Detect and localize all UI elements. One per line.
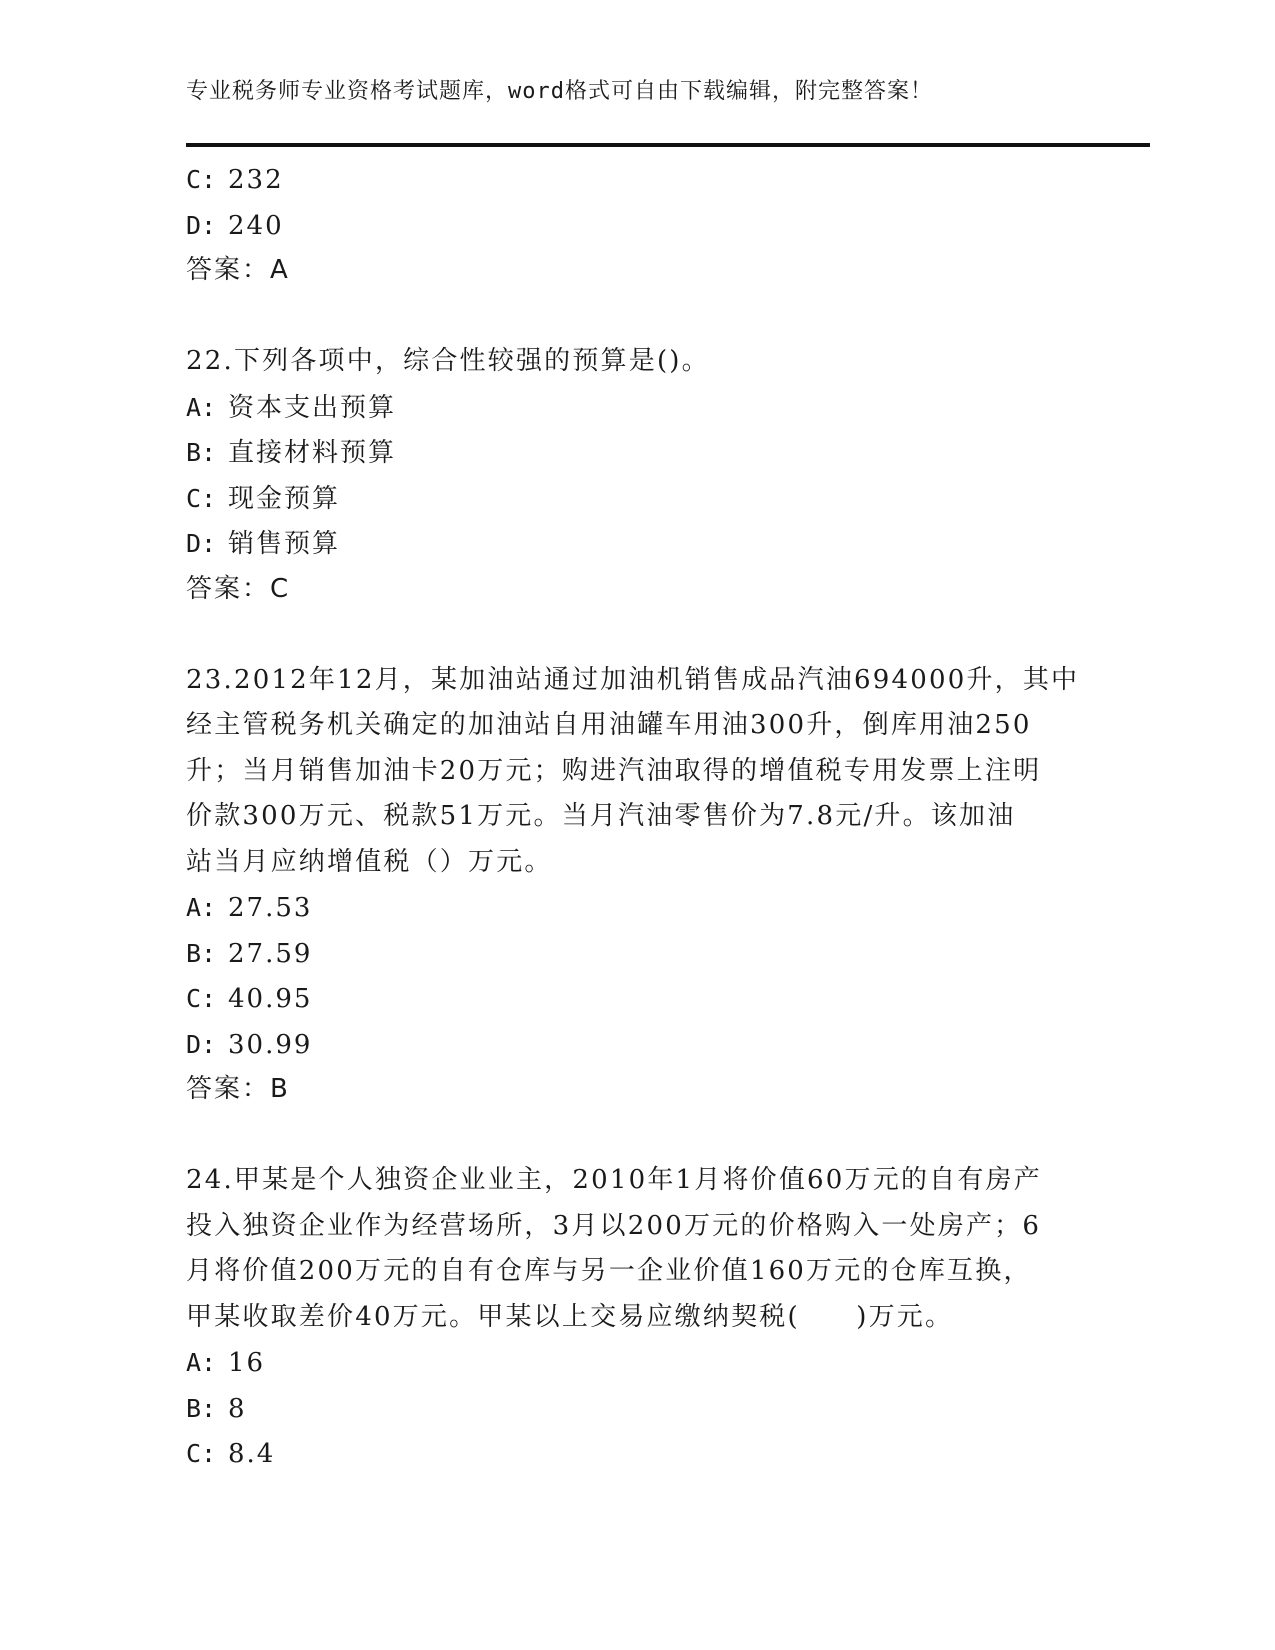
option-c <box>186 976 1086 1022</box>
option-key: B: <box>186 938 217 968</box>
option-c <box>186 476 1086 522</box>
option-text: 现金预算 <box>228 483 341 514</box>
stem-line: 投入独资企业作为经营场所，3月以200万元的价格购入一处房产；6 <box>186 1210 1042 1241</box>
option-text: 8 <box>228 1393 247 1424</box>
stem-line: 站当月应纳增值税（）万元。 <box>186 846 553 877</box>
question-stem <box>186 339 1066 385</box>
option-key: C: <box>186 984 217 1013</box>
option-key: A: <box>186 893 217 922</box>
option-a <box>186 1340 1086 1386</box>
option-text: 232 <box>228 165 284 195</box>
option-text: 16 <box>228 1348 266 1378</box>
option-b <box>186 430 1086 476</box>
option-d <box>186 203 1086 249</box>
option-key: C: <box>186 483 217 513</box>
question-content <box>186 157 1086 1477</box>
stem-line: 24.甲某是个人独资企业业主，2010年1月将价值60万元的自有房产 <box>186 1165 1042 1195</box>
question-21 <box>186 157 1086 294</box>
option-text: 直接材料预算 <box>228 438 397 468</box>
option-text: 40.95 <box>228 984 313 1014</box>
stem-line: 甲某收取差价40万元。甲某以上交易应缴纳契税( )万元。 <box>186 1301 954 1332</box>
option-text: 27.59 <box>228 938 313 969</box>
spacer <box>186 1113 1086 1159</box>
stem-line: 价款300万元、税款51万元。当月汽油零售价为7.8元/升。该加油 <box>186 801 1016 831</box>
option-b <box>186 931 1086 977</box>
option-c <box>186 1431 1086 1477</box>
question-stem <box>186 658 1080 886</box>
answer-line: 答案：B <box>186 1074 290 1104</box>
page-header: 专业税务师专业资格考试题库，word格式可自由下载编辑，附完整答案！ <box>186 79 933 104</box>
option-key: D: <box>186 210 217 240</box>
question-24 <box>186 1158 1086 1477</box>
option-key: A: <box>186 1348 217 1377</box>
option-a <box>186 385 1086 431</box>
answer-line: 答案：C <box>186 573 291 604</box>
option-text: 8.4 <box>228 1439 276 1469</box>
answer-line: 答案：A <box>186 255 290 285</box>
option-text: 27.53 <box>228 893 313 923</box>
stem-line: 23.2012年12月，某加油站通过加油机销售成品汽油694000升，其中 <box>186 664 1080 695</box>
option-a <box>186 885 1086 931</box>
option-b <box>186 1386 1086 1432</box>
option-key: D: <box>186 529 217 558</box>
stem-line: 升；当月销售加油卡20万元；购进汽油取得的增值税专用发票上注明 <box>186 755 1042 786</box>
stem-line: 经主管税务机关确定的加油站自用油罐车用油300升，倒库用油250 <box>186 710 1032 740</box>
stem-line: 月将价值200万元的自有仓库与另一企业价值160万元的仓库互换， <box>186 1256 1032 1286</box>
header-divider <box>186 143 1150 147</box>
option-text: 30.99 <box>228 1029 313 1060</box>
spacer <box>186 612 1086 658</box>
stem-line: 22.下列各项中，综合性较强的预算是()。 <box>186 346 710 376</box>
option-d <box>186 521 1086 567</box>
option-key: B: <box>186 438 217 467</box>
option-text: 销售预算 <box>228 529 341 559</box>
option-key: C: <box>186 165 217 194</box>
option-text: 240 <box>228 210 284 241</box>
option-key: A: <box>186 392 217 422</box>
spacer <box>186 294 1086 340</box>
question-23 <box>186 658 1086 1113</box>
option-key: D: <box>186 1029 217 1059</box>
question-22 <box>186 339 1086 612</box>
option-key: C: <box>186 1439 217 1468</box>
option-text: 资本支出预算 <box>228 392 397 423</box>
question-stem <box>186 1158 1066 1340</box>
option-d <box>186 1022 1086 1068</box>
option-key: B: <box>186 1393 217 1423</box>
option-c <box>186 157 1086 203</box>
